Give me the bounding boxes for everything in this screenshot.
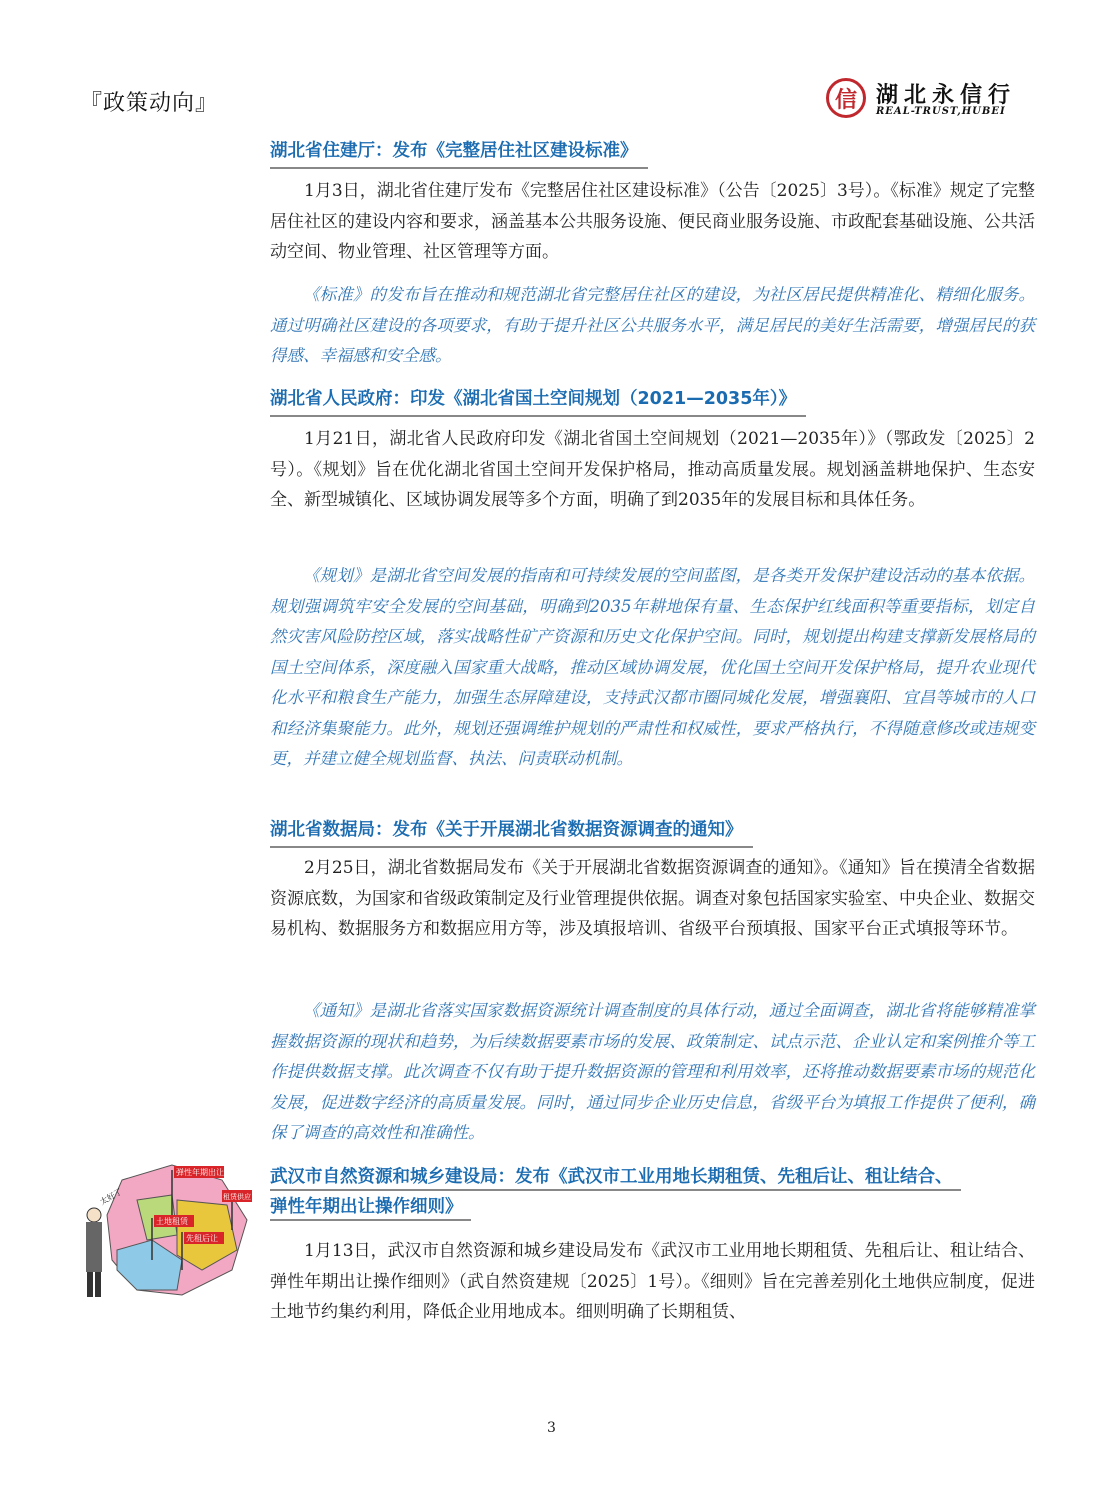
section-heading [270, 1162, 1040, 1222]
land-policy-illustration [82, 1160, 252, 1300]
heading-line: 武汉市自然资源和城乡建设局：发布《武汉市工业用地长期租赁、先租后让、租让结合、 [270, 1167, 961, 1191]
section-body: 2月25日，湖北省数据局发布《关于开展湖北省数据资源调查的通知》。《通知》旨在摸清全省数据资源底数，为国家和省级政策制定及行业管理提供依据。调查对象包括国家实验室、中央企业、数据交易机构、数据服务方和数据应用方等，涉及填报培训、省级平台预填报、国家平台正式填报等环节。 [270, 858, 1035, 939]
section-label: 『政策动向』 [80, 91, 219, 116]
logo-name-cn: 湖北永信行 [876, 83, 1017, 108]
heading-line: 弹性年期出让操作细则》 [270, 1197, 471, 1221]
section-heading: 湖北省住建厅：发布《完整居住社区建设标准》 [270, 138, 648, 169]
flag-label: 土地租赁 [156, 1217, 188, 1226]
page-number: 3 [547, 1420, 556, 1436]
speech-label: 太好了 [98, 1186, 124, 1207]
section-heading: 湖北省数据局：发布《关于开展湖北省数据资源调查的通知》 [270, 817, 753, 848]
section-body: 1月21日，湖北省人民政府印发《湖北省国土空间规划（2021—2035年）》（鄂政发〔2025〕2号）。《规划》旨在优化湖北省国土空间开发保护格局，推动高质量发展。规划涵盖耕地保护、生态安全、新型城镇化、区域协调发展等多个方面，明确了到2035年的发展目标和具体任务。 [270, 429, 1035, 510]
section-comment: 《通知》是湖北省落实国家数据资源统计调查制度的具体行动，通过全面调查，湖北省将能够精准掌握数据资源的现状和趋势，为后续数据要素市场的发展、政策制定、试点示范、企业认定和案例推介等工作提供数据支撑。此次调查不仅有助于提升数据资源的管理和利用效率，还将推动数据要素市场的规范化发展，促进数字经济的高质量发展。同时，通过同步企业历史信息，省级平台为填报工作提供了便利，确保了调查的高效性和准确性。 [270, 1001, 1035, 1142]
logo-name-en: REAL-TRUST,HUBEI [876, 106, 1006, 117]
logo-seal-icon: 信 [826, 78, 866, 118]
flag-label: 先租后让 [186, 1234, 218, 1243]
section-comment: 《标准》的发布旨在推动和规范湖北省完整居住社区的建设，为社区居民提供精准化、精细化服务。通过明确社区建设的各项要求，有助于提升社区公共服务水平，满足居民的美好生活需要，增强居民的获得感、幸福感和安全感。 [270, 285, 1035, 365]
section-body: 1月3日，湖北省住建厅发布《完整居住社区建设标准》（公告〔2025〕3号）。《标准》规定了完整居住社区的建设内容和要求，涵盖基本公共服务设施、便民商业服务设施、市政配套基础设施、公共活动空间、物业管理、社区管理等方面。 [270, 181, 1035, 262]
section-comment: 《规划》是湖北省空间发展的指南和可持续发展的空间蓝图，是各类开发保护建设活动的基本依据。规划强调筑牢安全发展的空间基础，明确到2035年耕地保有量、生态保护红线面积等重要指标，划定自然灾害风险防控区域，落实战略性矿产资源和历史文化保护空间。同时，规划提出构建支撑新发展格局的国土空间体系，深度融入国家重大战略，推动区域协调发展，优化国土空间开发保护格局，提升农业现代化水平和粮食生产能力，加强生态屏障建设，支持武汉都市圈同城化发展，增强襄阳、宜昌等城市的人口和经济集聚能力。此外，规划还强调维护规划的严肃性和权威性，要求严格执行，不得随意修改或违规变更，并建立健全规划监督、执法、问责联动机制。 [270, 566, 1035, 768]
flag-label: 弹性年期出让 [176, 1168, 224, 1177]
flag-label: 租赁供应 [223, 1193, 251, 1201]
company-logo [826, 78, 1026, 122]
section-body: 1月13日，武汉市自然资源和城乡建设局发布《武汉市工业用地长期租赁、先租后让、租让结合、弹性年期出让操作细则》（武自然资建规〔2025〕1号）。《细则》旨在完善差别化土地供应制度，促进土地节约集约利用，降低企业用地成本。细则明确了长期租赁、 [270, 1241, 1035, 1322]
section-heading: 湖北省人民政府：印发《湖北省国土空间规划（2021—2035年）》 [270, 386, 806, 417]
